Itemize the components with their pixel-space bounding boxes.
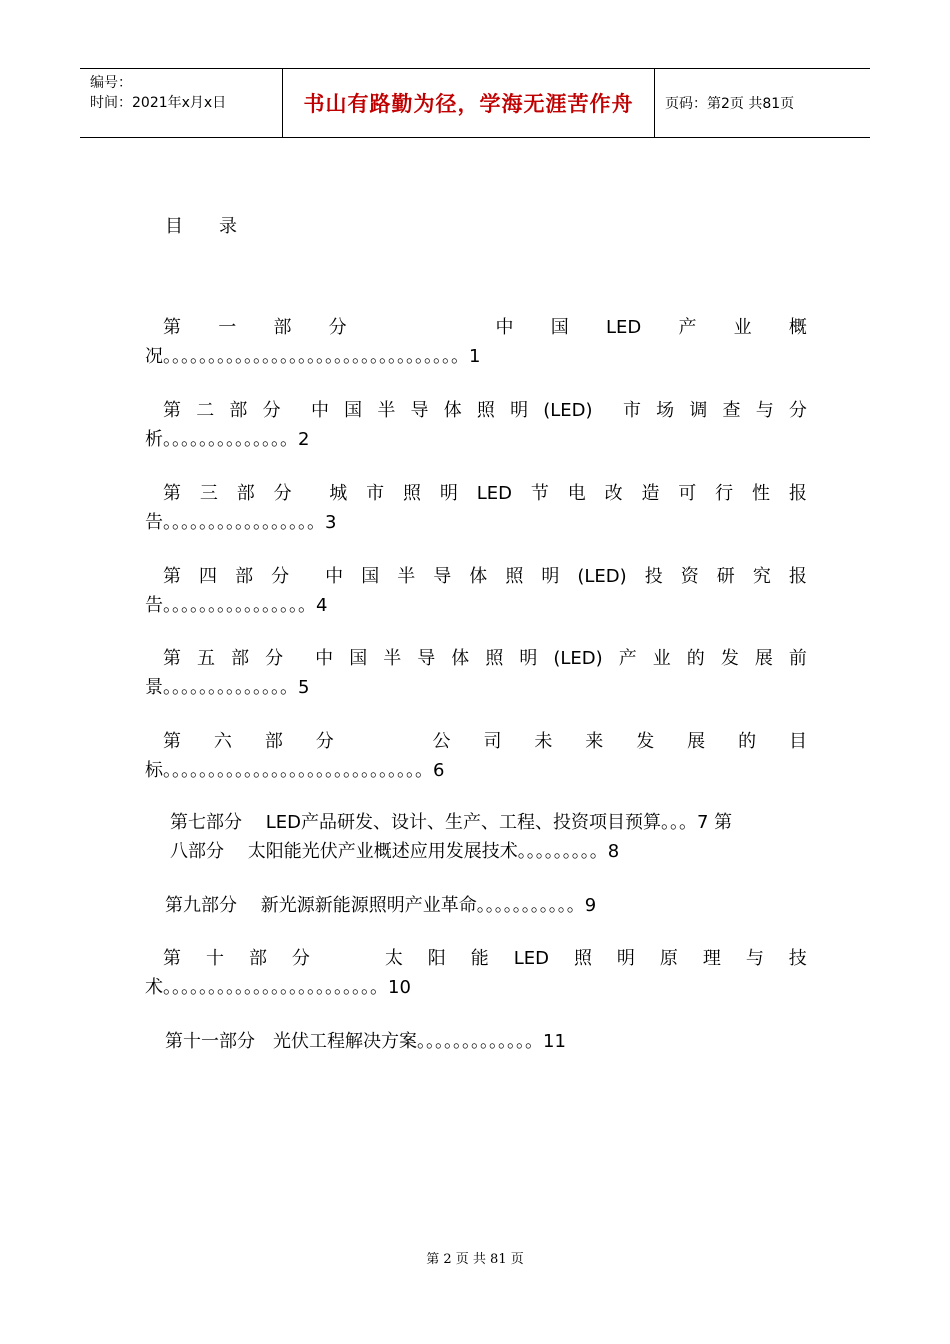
toc-entry-token: 分: [315, 731, 334, 752]
toc-entry-line2: 告。。。。。。。。。。。。。。。。4: [145, 595, 328, 616]
toc-entry-token: 阳: [427, 948, 446, 969]
toc-entry-token: 分: [328, 317, 347, 338]
toc-entry-token: 国: [344, 400, 363, 421]
toc-entry-line2: 术。。。。。。。。。。。。。。。。。。。。。。。。10: [145, 977, 411, 998]
toc-entry-token: 部: [264, 731, 283, 752]
toc-entry-token: 概: [788, 317, 807, 338]
toc-entry-token: 的: [738, 731, 757, 752]
toc-entry-token: 二: [196, 400, 215, 421]
toc-entry-token: 中: [325, 566, 344, 587]
toc-entry-line1: 第七部分 LED产品研发、设计、生产、工程、投资项目预算。。。7 第: [170, 812, 733, 833]
toc-entry-token: 明: [519, 648, 538, 669]
toc-entry-token: 与: [745, 948, 764, 969]
toc-entry-token: 研: [716, 566, 735, 587]
toc-entry-line1: [145, 479, 807, 508]
toc-entry-token: 导: [417, 648, 436, 669]
toc-entry-token: 第: [163, 648, 181, 669]
toc-entry-token: 明: [616, 948, 635, 969]
header-motto: 书山有路勤为径，学海无涯苦作舟: [282, 69, 655, 137]
toc-entry-token: 原: [659, 948, 678, 969]
toc-entry-token: 展: [754, 648, 773, 669]
toc-entry-token: 体: [469, 566, 488, 587]
toc-entry-token: 中: [310, 400, 329, 421]
toc-entry-token: 部: [235, 566, 254, 587]
toc-entry-line2: 况。。。。。。。。。。。。。。。。。。。。。。。。。。。。。。。。。1: [145, 346, 481, 367]
document-number: 编号：: [90, 75, 132, 91]
toc-entry-token: 性: [752, 483, 771, 504]
toc-entry-token: 中: [495, 317, 514, 338]
toc-entry-token: LED: [513, 948, 549, 969]
toc-entry-token: 调: [689, 400, 708, 421]
toc-entry-token: 城: [329, 483, 348, 504]
toc-entry-token: 中: [315, 648, 334, 669]
toc-entry-token: 能: [470, 948, 489, 969]
page-header: [80, 68, 870, 138]
toc-entry-token: 第: [163, 948, 181, 969]
toc-entry-token: 产: [678, 317, 697, 338]
toc-entry-token: 改: [604, 483, 623, 504]
toc-entry-token: 分: [271, 566, 290, 587]
toc-entry-token: 部: [273, 317, 292, 338]
toc-entry-token: 查: [722, 400, 741, 421]
toc-entry-token: 明: [439, 483, 458, 504]
toc-entry-token: 明: [510, 400, 529, 421]
toc-entry-token: 目: [788, 731, 807, 752]
toc-entry: [145, 313, 807, 371]
toc-entry-token: 分: [788, 400, 807, 421]
toc-entry-token: LED: [605, 317, 642, 338]
toc-entry-token: 体: [451, 648, 470, 669]
toc-entry: [145, 944, 807, 1002]
toc-entry-token: 报: [788, 566, 807, 587]
toc-entry-token: 第: [163, 731, 181, 752]
toc-entry-token: 发: [720, 648, 739, 669]
toc-entry-token: 导: [410, 400, 429, 421]
toc-entry-token: 一: [218, 317, 237, 338]
toc-entry-token: 照: [573, 948, 592, 969]
toc-entry-token: 太: [384, 948, 403, 969]
toc-entry-token: 第: [163, 400, 181, 421]
toc-entry-token: 节: [530, 483, 549, 504]
page-footer: 第 2 页 共 81 页: [426, 1252, 524, 1267]
toc-entry-token: 投: [644, 566, 663, 587]
toc-entry-line1: [145, 944, 807, 973]
toc-entry-token: 部: [229, 400, 248, 421]
toc-entry-token: 第: [163, 566, 181, 587]
toc-entry-token: (LED): [543, 400, 593, 421]
toc-entry-token: 照: [485, 648, 504, 669]
toc-entry-token: 市: [622, 400, 641, 421]
toc-entry: [145, 727, 807, 785]
toc-entry-token: (LED): [553, 648, 603, 669]
toc-title-char: 录: [219, 216, 237, 237]
toc-entry-token: 场: [656, 400, 675, 421]
toc-entry-token: 第: [163, 483, 181, 504]
toc-entry-token: 六: [213, 731, 232, 752]
toc-entry-token: 半: [383, 648, 402, 669]
toc-entry-line2: 景。。。。。。。。。。。。。。5: [145, 677, 310, 698]
toc-entry-line2: 析。。。。。。。。。。。。。。2: [145, 429, 310, 450]
toc-entry-token: 技: [788, 948, 807, 969]
toc-entry-token: 照: [476, 400, 495, 421]
toc-entry-line1: [145, 313, 807, 342]
toc-entry-token: 公: [432, 731, 451, 752]
toc-entry-token: 电: [567, 483, 586, 504]
toc-entry-token: 半: [397, 566, 416, 587]
toc-entry-token: 四: [199, 566, 218, 587]
toc-entry-token: 资: [680, 566, 699, 587]
toc-entry-token: 可: [678, 483, 697, 504]
toc-entry-token: (LED): [577, 566, 627, 587]
toc-entry-token: 部: [236, 483, 255, 504]
toc-entry-line1: [145, 562, 807, 591]
toc-entry-token: 照: [505, 566, 524, 587]
toc-entry-token: LED: [476, 483, 512, 504]
toc-entry-11: 第十一部分 光伏工程解决方案。。。。。。。。。。。。。11: [165, 1031, 566, 1052]
toc-entry-token: 国: [550, 317, 569, 338]
toc-title: [165, 212, 237, 238]
toc-entry-token: 理: [702, 948, 721, 969]
header-meta: [80, 69, 282, 137]
toc-entry: [145, 479, 807, 537]
toc-entry-token: 导: [433, 566, 452, 587]
toc-entry-token: 国: [361, 566, 380, 587]
toc-entry-token: 展: [687, 731, 706, 752]
toc-entry-token: 市: [366, 483, 385, 504]
toc-entry-token: 与: [755, 400, 774, 421]
toc-entry-token: 十: [205, 948, 224, 969]
toc-entry-line1: [145, 644, 807, 673]
toc-entry-token: 发: [636, 731, 655, 752]
toc-entry-token: 部: [248, 948, 267, 969]
toc-entry: [145, 644, 807, 702]
toc-entry-token: 明: [541, 566, 560, 587]
toc-entry-token: 产: [618, 648, 637, 669]
document-time: 时间：2021年x月x日: [90, 95, 227, 111]
toc-entry-7: [170, 808, 732, 866]
toc-entry: [145, 562, 807, 620]
toc-entry-token: 部: [231, 648, 250, 669]
toc-entry-token: 报: [788, 483, 807, 504]
toc-entry-token: 半: [377, 400, 396, 421]
toc-entry-token: 行: [715, 483, 734, 504]
toc-entry-token: 分: [273, 483, 292, 504]
toc-entry-token: 分: [265, 648, 284, 669]
toc-entry-token: 体: [443, 400, 462, 421]
toc-entry-token: 第: [163, 317, 181, 338]
toc-entry-token: 究: [752, 566, 771, 587]
toc-entry-token: 国: [349, 648, 368, 669]
toc-entry-line2: 标。。。。。。。。。。。。。。。。。。。。。。。。。。。。。6: [145, 760, 445, 781]
toc-entry-line2: 告。。。。。。。。。。。。。。。。。3: [145, 512, 337, 533]
toc-entry-token: 分: [262, 400, 281, 421]
toc-entry-token: 司: [483, 731, 502, 752]
toc-entry-9: 第九部分 新光源新能源照明产业革命。。。。。。。。。。。9: [165, 895, 597, 916]
toc-entry-token: 前: [788, 648, 807, 669]
toc-entry-token: 业: [733, 317, 752, 338]
toc-entry-token: 五: [197, 648, 216, 669]
toc-entry-token: 来: [585, 731, 604, 752]
header-page-info: 页码：第2页 共81页: [665, 96, 795, 112]
toc-entry-token: 业: [652, 648, 671, 669]
toc-entry-token: 分: [291, 948, 310, 969]
toc-entry-line2: 八部分 太阳能光伏产业概述应用发展技术。。。。。。。。。8: [170, 841, 620, 862]
toc-entry-token: 的: [686, 648, 705, 669]
toc-title-char: 目: [165, 216, 183, 237]
toc-entry-token: 造: [641, 483, 660, 504]
toc-entry-token: 照: [403, 483, 422, 504]
toc-entry-token: 未: [534, 731, 553, 752]
toc-entry: [145, 396, 807, 454]
toc-entry-line1: [145, 727, 807, 756]
toc-entry-line1: [145, 396, 807, 425]
toc-entry-token: 三: [199, 483, 218, 504]
